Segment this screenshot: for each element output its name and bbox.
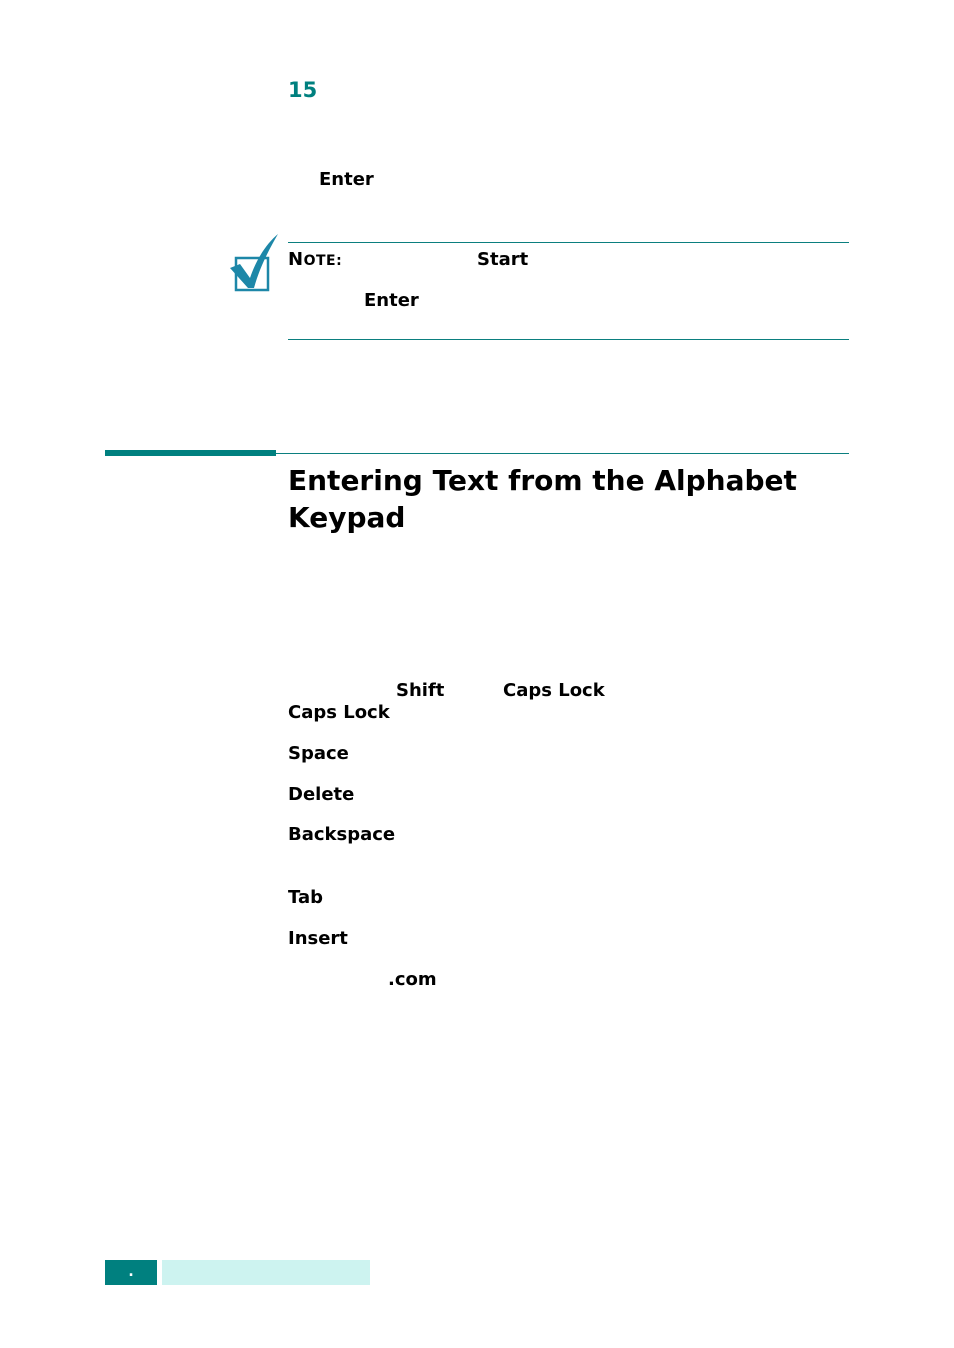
note-label xyxy=(288,249,342,270)
backspace-key-label: Backspace xyxy=(288,824,396,845)
footer-bar xyxy=(162,1260,370,1285)
footer-page-tab: . xyxy=(105,1260,157,1285)
note-label-initial: N xyxy=(288,249,304,270)
step-number: 15 xyxy=(288,78,318,102)
enter-key-label: Enter xyxy=(319,169,374,190)
caps-lock-key-label: Caps Lock xyxy=(288,702,390,723)
section-rule xyxy=(276,453,849,454)
note-label-rest: OTE: xyxy=(303,253,343,269)
note-top-rule xyxy=(288,242,849,243)
section-accent-bar xyxy=(105,450,276,456)
checkmark-icon xyxy=(226,232,280,294)
dotcom-key-label: .com xyxy=(388,969,437,990)
tab-key-label: Tab xyxy=(288,887,323,908)
insert-key-label: Insert xyxy=(288,928,348,949)
section-title: Entering Text from the Alphabet Keypad xyxy=(288,464,797,534)
caps-lock-key-label: Caps Lock xyxy=(503,680,605,701)
delete-key-label: Delete xyxy=(288,784,355,805)
shift-key-label: Shift xyxy=(396,680,445,701)
note-bottom-rule xyxy=(288,339,849,340)
enter-key-label: Enter xyxy=(364,290,419,311)
space-key-label: Space xyxy=(288,743,349,764)
start-key-label: Start xyxy=(477,249,529,270)
